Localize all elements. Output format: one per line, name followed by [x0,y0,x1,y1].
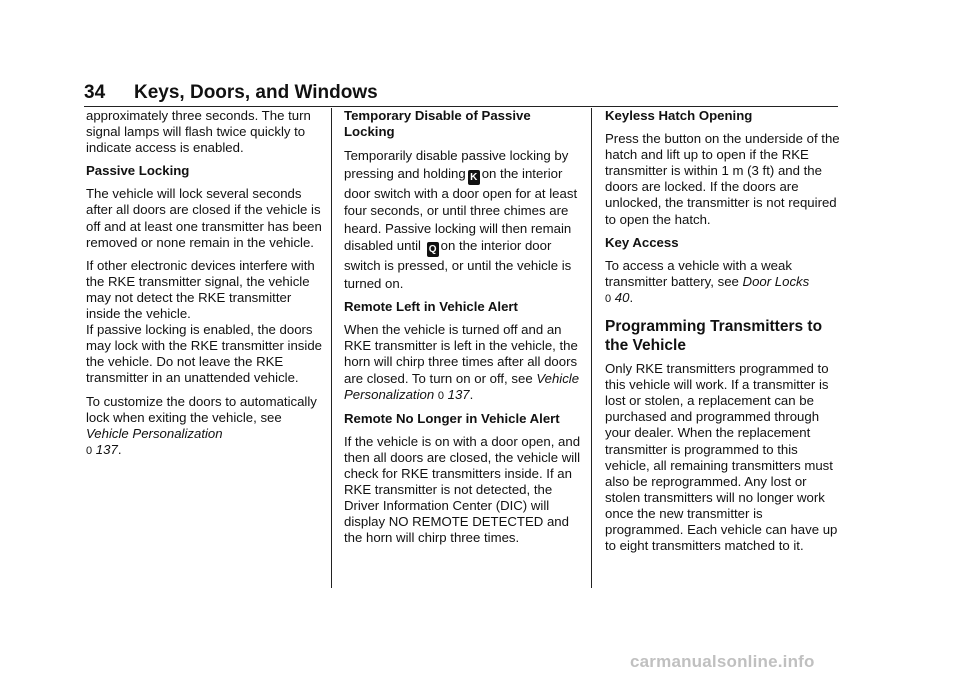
heading-programming-transmitters: Programming Transmitters to the Vehicle [605,318,823,355]
page-header [84,82,838,107]
paragraph: If the vehicle is on with a door open, and then all doors are closed, the vehicle will check for RKE transmitters inside. If an RKE transmitter is not detected, the Driver Information Center (DIC) will display NO REMOTE DETECTED and the horn will chirp three times. [344,433,581,546]
cross-reference-link[interactable]: Vehicle Personalization [86,425,223,441]
heading-key-access: Key Access [605,234,679,250]
paragraph: Only RKE transmitters programmed to this vehicle will work. If a transmitter is lost or stolen, a replacement can be purchased and programmed through your dealer. When the replacement transmitter is programmed to this vehicle, all remaining transmitters must also be reprogrammed. Any lost or stolen transmitters will no longer work once the new transmitter is programmed. Each vehicle can have up to eight transmitters matched to it. [605,361,838,554]
heading-keyless-hatch: Keyless Hatch Opening [605,108,753,123]
page-reference[interactable]: 40 [614,289,630,305]
paragraph: If passive locking is enabled, the doors may lock with the RKE transmitter inside the vehicle. Do not leave the RKE transmitter in an unattended vehicle. [86,322,322,386]
paragraph: When the vehicle is turned off and an RKE transmitter is left in the vehicle, the horn will chirp three times after all doors are closed. To turn on or off, see Vehicle Personalization 0 137. [344,322,580,402]
cross-reference-link[interactable]: Vehicle Personalization [344,370,580,402]
paragraph: Press the button on the underside of the hatch and lift up to open if the RKE transmitter is within 1 m (3 ft) and the doors are locked. If the doors are unlocked, the transmitter is not required to open the hatch. [605,131,840,227]
paragraph: If other electronic devices interfere with the RKE transmitter signal, the vehicle may not detect the RKE transmitter inside the vehicle. [86,257,315,322]
column-3 [605,108,843,561]
heading-remote-left-alert: Remote Left in Vehicle Alert [344,299,518,315]
page-ref-arrow-icon: 0 [86,444,93,457]
heading-remote-no-longer-alert: Remote No Longer in Vehicle Alert [344,410,560,426]
unlock-button-icon: Q [427,242,439,257]
page-ref-arrow-icon: 0 [437,389,444,402]
column-2 [344,108,582,554]
paragraph: To customize the doors to automatically lock when exiting the vehicle, see Vehicle Personalization 0 137. [86,393,317,457]
column-1 [86,108,324,466]
paragraph: The vehicle will lock several seconds after all doors are closed if the vehicle is off and at least one transmitter has been removed or none remain in the vehicle. [86,186,322,250]
page-reference[interactable]: 137 [447,386,470,402]
page-ref-arrow-icon: 0 [605,292,612,305]
paragraph: Temporarily disable passive locking by pressing and holding K on the interior door switch with a door open for at least four seconds, or until three chimes are heard. Passive locking will then remain disabled until Q on the interior door switch is pressed, or until the vehicle is turned on. [344,148,578,291]
page-reference[interactable]: 137 [95,441,118,457]
column-divider [591,108,592,588]
watermark: carmanualsonline.info [630,652,815,671]
heading-temporary-disable: Temporary Disable of Passive Locking [344,108,531,140]
column-divider [331,108,332,588]
section-title: Keys, Doors, and Windows [134,82,378,103]
paragraph: To access a vehicle with a weak transmitter battery, see Door Locks 0 40. [605,257,810,305]
lock-button-icon: K [468,170,480,185]
paragraph: approximately three seconds. The turn signal lamps will flash twice quickly to indicate access is enabled. [86,108,311,156]
cross-reference-link[interactable]: Door Locks [742,273,810,289]
heading-passive-locking: Passive Locking [86,163,190,179]
page-number: 34 [84,82,106,103]
